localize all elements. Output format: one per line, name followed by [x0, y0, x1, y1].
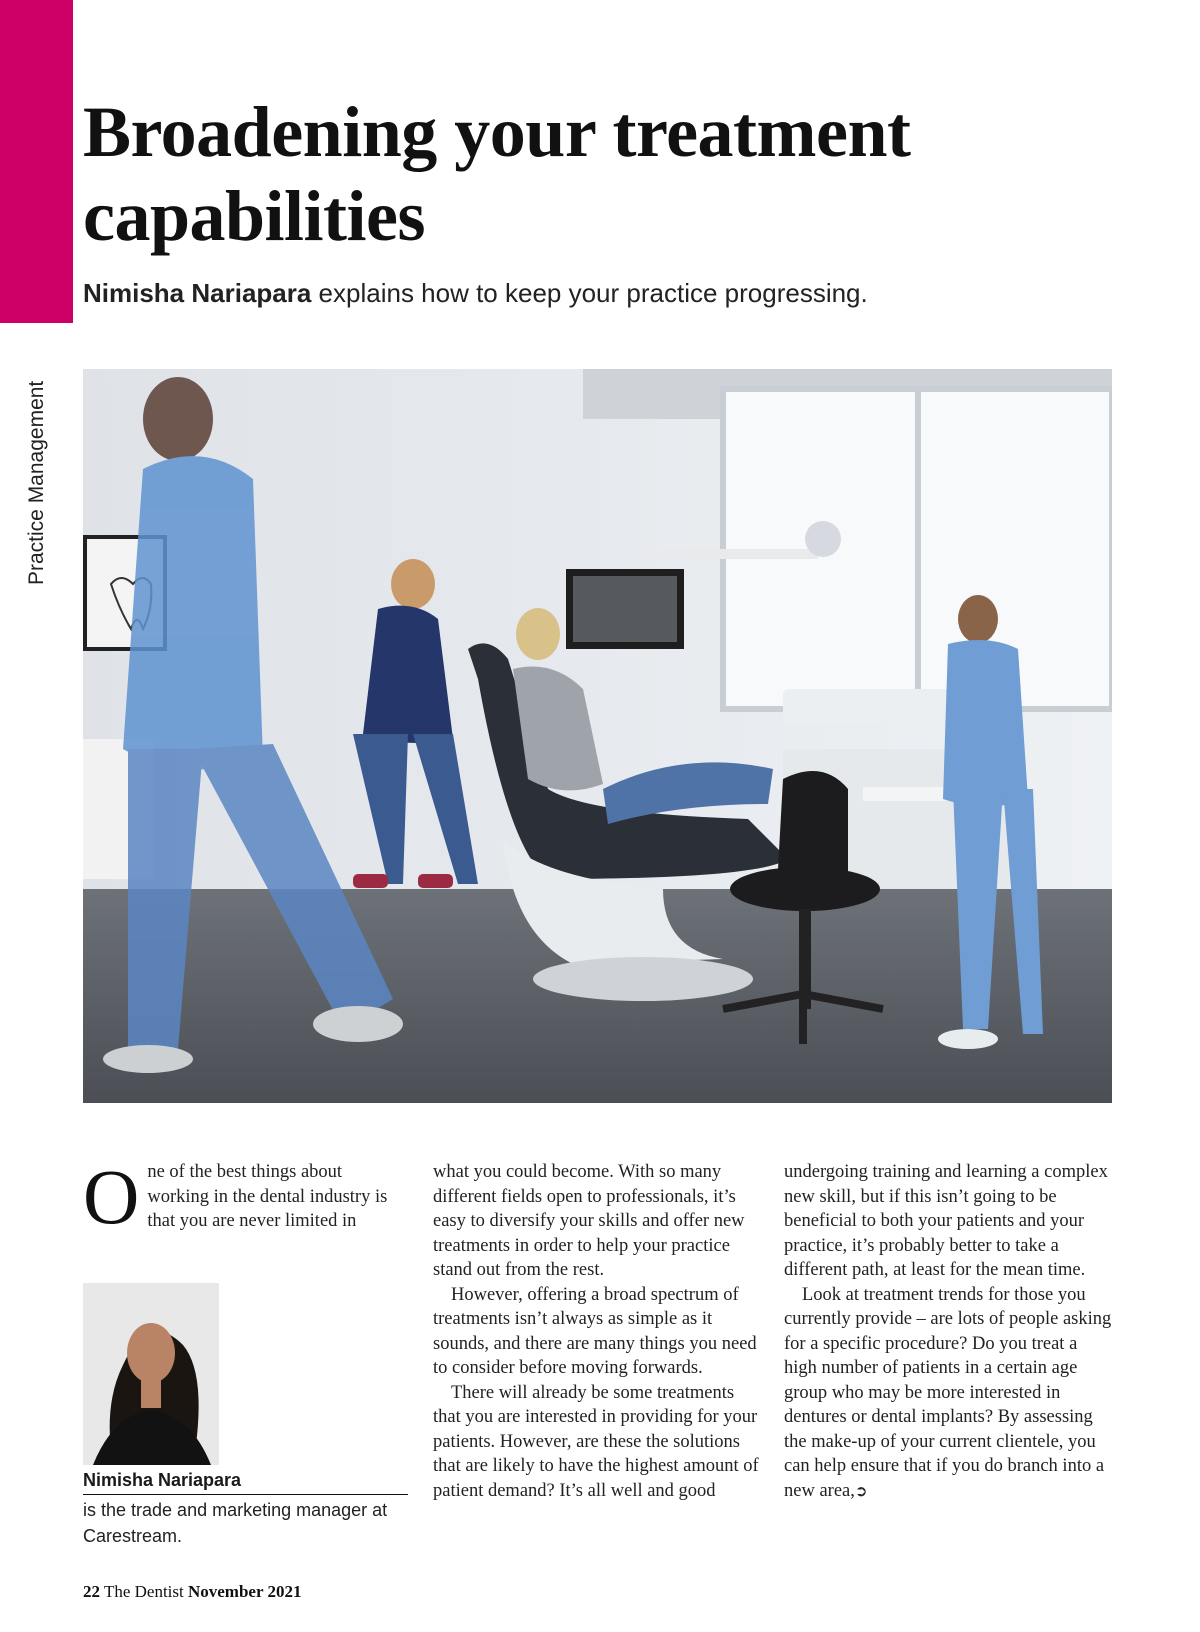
body-paragraph: what you could become. With so many different fields open to professionals, it’s easy to diversify your skills and offer new treatments in order to help your practice stand out from the rest. [433, 1162, 745, 1280]
standfirst [83, 278, 1133, 309]
hero-photo [83, 369, 1112, 1103]
author-photo [83, 1283, 219, 1465]
standfirst-text: explains how to keep your practice progressing. [311, 278, 868, 308]
continue-arrow-icon: ➲ [854, 1481, 868, 1500]
body-paragraph: ne of the best things about working in the dental industry is that you are never limited in [147, 1162, 388, 1231]
body-paragraph: Look at treatment trends for those you currently provide – are lots of people asking for a specific procedure? Do you treat a high number of patients in a certain age group who may be more interested in dentures or dental implants? By assessing the make-up of your current clientele, you can help ensure that if you do branch into a new area, [784, 1284, 1112, 1501]
body-column-2 [433, 1160, 763, 1503]
section-accent-bar [0, 0, 73, 323]
page-number: 22 [83, 1582, 100, 1601]
body-paragraph: There will already be some treatments that you are interested in providing for your patients. However, are these the solutions that are likely to have the highest amount of patient demand? It’s all well and good [433, 1382, 759, 1501]
article-headline: Broadening your treatment capabilities [83, 92, 911, 256]
author-name: Nimisha Nariapara [83, 1470, 408, 1495]
drop-cap: O [83, 1153, 140, 1240]
page-footer [83, 1582, 301, 1602]
publication-name: The Dentist [100, 1582, 188, 1601]
standfirst-author: Nimisha Nariapara [83, 278, 312, 308]
body-paragraph: undergoing training and learning a complex new skill, but if this isn’t going to be beneficial to both your patients and your practice, it’s probably better to take a different path, at least for the mean time. [784, 1162, 1108, 1280]
body-column-3 [784, 1160, 1114, 1503]
section-label: Practice Management [25, 380, 48, 585]
author-bio: is the trade and marketing manager at Carestream. [83, 1500, 388, 1546]
issue-date: November 2021 [187, 1582, 302, 1601]
body-paragraph: However, offering a broad spectrum of treatments isn’t always as simple as it sounds, and there are many things you need to consider before moving forwards. [433, 1284, 757, 1378]
body-column-1 [83, 1153, 408, 1240]
